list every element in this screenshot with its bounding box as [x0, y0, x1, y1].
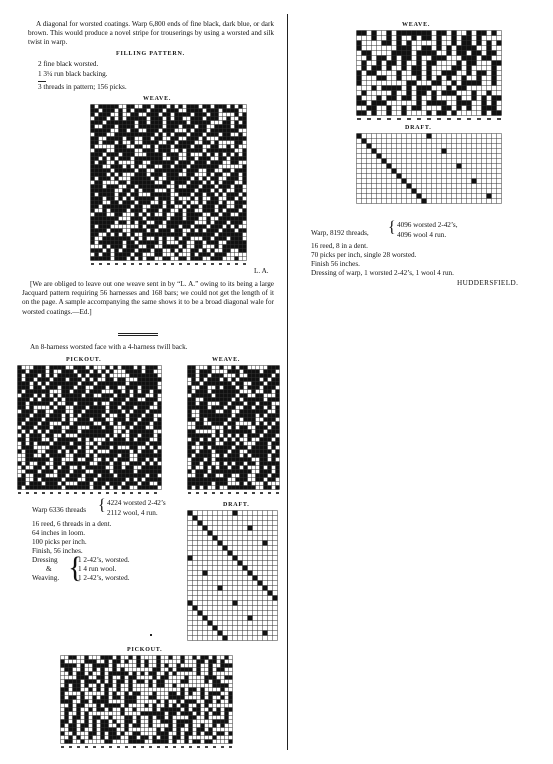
weave-grid-right-svg: [356, 30, 502, 122]
section-rule: [118, 333, 158, 334]
right-signature: HUDDERSFIELD.: [457, 279, 519, 287]
dressing-amp: &: [46, 565, 52, 573]
draft-grid-right-svg: [356, 133, 502, 204]
pickout-grid-2-gridlines: [61, 656, 233, 744]
intro-paragraph: A diagonal for worsted coatings. Warp 6,800 ends of fine black, dark blue, or dark brown. This would produce a novel stripe for trouserings by using a worsted and silk twist in warp.: [28, 20, 274, 47]
weave-grid-la: [90, 104, 247, 267]
draft-heading: DRAFT.: [223, 502, 250, 508]
right-spec-line-1: 16 reed, 8 in a dent.: [311, 242, 368, 250]
spec-line-2: 64 inches in loom.: [32, 529, 86, 537]
right-warp-brace: {: [388, 219, 396, 236]
filling-pattern-heading: FILLING PATTERN.: [116, 51, 185, 57]
weave-heading: WEAVE.: [143, 96, 172, 102]
weave-grid-right-index-marks: [357, 118, 501, 120]
right-warp-item-1: 4096 worsted 2-42’s,: [397, 221, 458, 229]
filling-line-1: 2 fine black worsted.: [38, 60, 99, 68]
filling-line-2: 1 3¼ run black backing.: [38, 70, 108, 78]
dressing-brace: {: [68, 551, 83, 584]
right-draft-heading: DRAFT.: [405, 125, 432, 131]
pickout-grid-2-index-marks: [61, 746, 232, 748]
right-warp-item-2: 4096 wool 4 run.: [397, 231, 447, 239]
dressing-item-2: 1 4 run wool.: [78, 565, 117, 573]
draft-grid-right-gridlines: [357, 134, 502, 204]
section-rule-2: [118, 335, 158, 336]
right-spec-line-4: Dressing of warp, 1 worsted 2-42’s, 1 wool 4 run.: [311, 269, 454, 277]
dressing-label: Dressing: [32, 556, 58, 564]
pickout-grid: [17, 365, 162, 496]
warp-item-1: 4224 worsted 2-42’s: [107, 499, 166, 507]
editor-note: [We are obliged to leave out one weave sent in by “L. A.” owing to its being a large Jacquard pattern requiring 56 harnesses and 168 bars; we could not get the length of it on the page. A sample accompanying the same shows it to be a broad diagonal wale for worsted coatings.—Ed.]: [22, 280, 274, 316]
draft-grid-2: [187, 510, 278, 641]
weaving-label: Weaving.: [32, 574, 60, 582]
weave-grid-2-filled-cells: [188, 366, 280, 490]
weave2-heading: WEAVE.: [212, 357, 241, 363]
weave-grid-right: [356, 30, 502, 122]
weave-grid-2-index-marks: [188, 492, 279, 494]
warp-label: Warp 6336 threads: [32, 506, 87, 514]
pickout-grid-index-marks: [18, 492, 157, 494]
column-divider: [287, 14, 288, 750]
right-spec-line-2: 70 picks per inch, single 28 worsted.: [311, 251, 417, 259]
pickout-grid-2-svg: [60, 655, 233, 750]
stray-dot: [150, 634, 152, 636]
draft-grid-right: [356, 133, 502, 204]
right-warp-label: Warp, 8192 threads,: [311, 229, 369, 237]
weave-grid-la-svg: [90, 104, 247, 267]
pickout-grid-2: [60, 655, 233, 750]
weave-grid-la-filled-cells: [91, 105, 247, 261]
right-weave-heading: WEAVE.: [402, 22, 431, 28]
warp-item-2: 2112 wool, 4 run.: [107, 509, 158, 517]
draft-grid-2-svg: [187, 510, 278, 641]
weave-grid-2-svg: [187, 365, 280, 496]
pickout-grid-svg: [17, 365, 162, 496]
pickout2-heading: PICKOUT.: [127, 647, 163, 653]
sum-rule: [38, 81, 46, 82]
weave-grid-la-index-marks: [91, 263, 246, 265]
spec-line-3: 100 picks per inch.: [32, 538, 87, 546]
pickout-heading: PICKOUT.: [66, 357, 102, 363]
dressing-item-1: 1 2-42’s, worsted.: [78, 556, 130, 564]
weave-grid-2: [187, 365, 280, 496]
weave-grid-right-filled-cells: [357, 31, 502, 116]
spec-line-4: Finish, 56 inches.: [32, 547, 83, 555]
warp-brace: {: [98, 497, 106, 514]
right-spec-line-3: Finish 56 inches.: [311, 260, 360, 268]
section2-intro: An 8-harness worsted face with a 4-harness twill back.: [30, 343, 188, 351]
dressing-item-3: 1 2-42’s, worsted.: [78, 574, 130, 582]
draft-grid-2-gridlines: [188, 511, 278, 641]
spec-line-1: 16 reed, 6 threads in a dent.: [32, 520, 112, 528]
signature-la: L. A.: [254, 267, 269, 275]
filling-total: 3 threads in pattern; 156 picks.: [38, 83, 127, 91]
